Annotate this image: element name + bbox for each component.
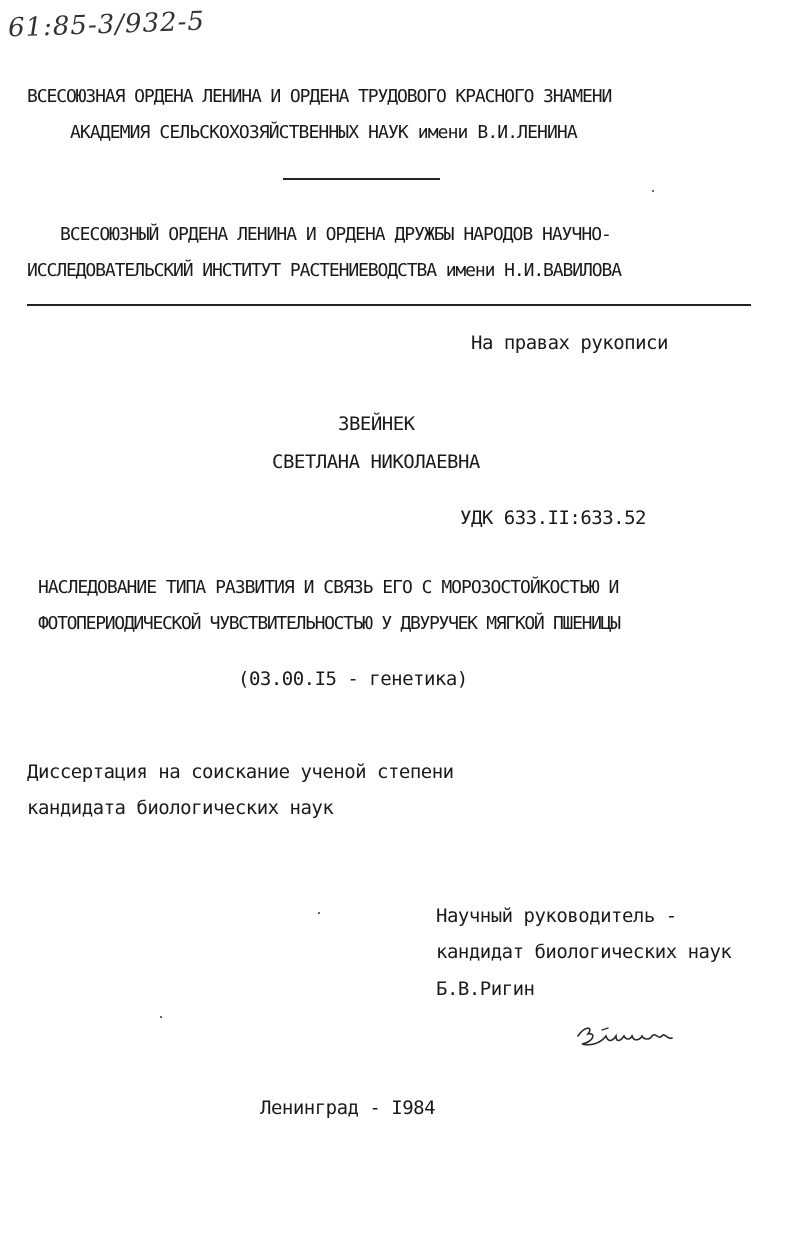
- manuscript-note: На правах рукописи: [471, 332, 668, 354]
- author-given-names: СВЕТЛАНА НИКОЛАЕВНА: [272, 451, 480, 473]
- author-signature: [572, 1018, 682, 1058]
- short-divider: [283, 178, 440, 180]
- academy-line-1: ВСЕСОЮЗНАЯ ОРДЕНА ЛЕНИНА И ОРДЕНА ТРУДОВОГО КРАСНОГО ЗНАМЕНИ: [27, 86, 612, 107]
- udc-code: УДК 633.II:633.52: [460, 507, 646, 529]
- speck: [318, 912, 320, 914]
- archive-handwritten-note: 61:85-3/932-5: [7, 6, 206, 44]
- dissertation-line-1: Диссертация на соискание ученой степени: [27, 761, 454, 783]
- dissertation-line-2: кандидата биологических наук: [27, 797, 334, 819]
- supervisor-title: Научный руководитель -: [436, 905, 677, 927]
- author-surname: ЗВЕЙНЕК: [338, 413, 415, 435]
- institute-line-2: ИССЛЕДОВАТЕЛЬСКИЙ ИНСТИТУТ РАСТЕНИЕВОДСТВА имени Н.И.ВАВИЛОВА: [27, 260, 621, 281]
- academy-line-2: АКАДЕМИЯ СЕЛЬСКОХОЗЯЙСТВЕННЫХ НАУК имени В.И.ЛЕНИНА: [70, 122, 577, 143]
- supervisor-degree: кандидат биологических наук: [436, 941, 732, 963]
- speck: [652, 190, 654, 192]
- supervisor-name: Б.В.Ригин: [436, 978, 535, 1000]
- speck: [160, 1016, 162, 1018]
- long-divider: [27, 304, 751, 306]
- specialty-code: (03.00.I5 - генетика): [238, 668, 468, 690]
- institute-line-1: ВСЕСОЮЗНЫЙ ОРДЕНА ЛЕНИНА И ОРДЕНА ДРУЖБЫ НАРОДОВ НАУЧНО-: [60, 224, 611, 245]
- place-and-year: Ленинград - I984: [260, 1097, 436, 1119]
- title-line-1: НАСЛЕДОВАНИЕ ТИПА РАЗВИТИЯ И СВЯЗЬ ЕГО С МОРОЗОСТОЙКОСТЬЮ И: [38, 577, 619, 598]
- title-line-2: ФОТОПЕРИОДИЧЕСКОЙ ЧУВСТВИТЕЛЬНОСТЬЮ У ДВУРУЧЕК МЯГКОЙ ПШЕНИЦЫ: [38, 613, 620, 634]
